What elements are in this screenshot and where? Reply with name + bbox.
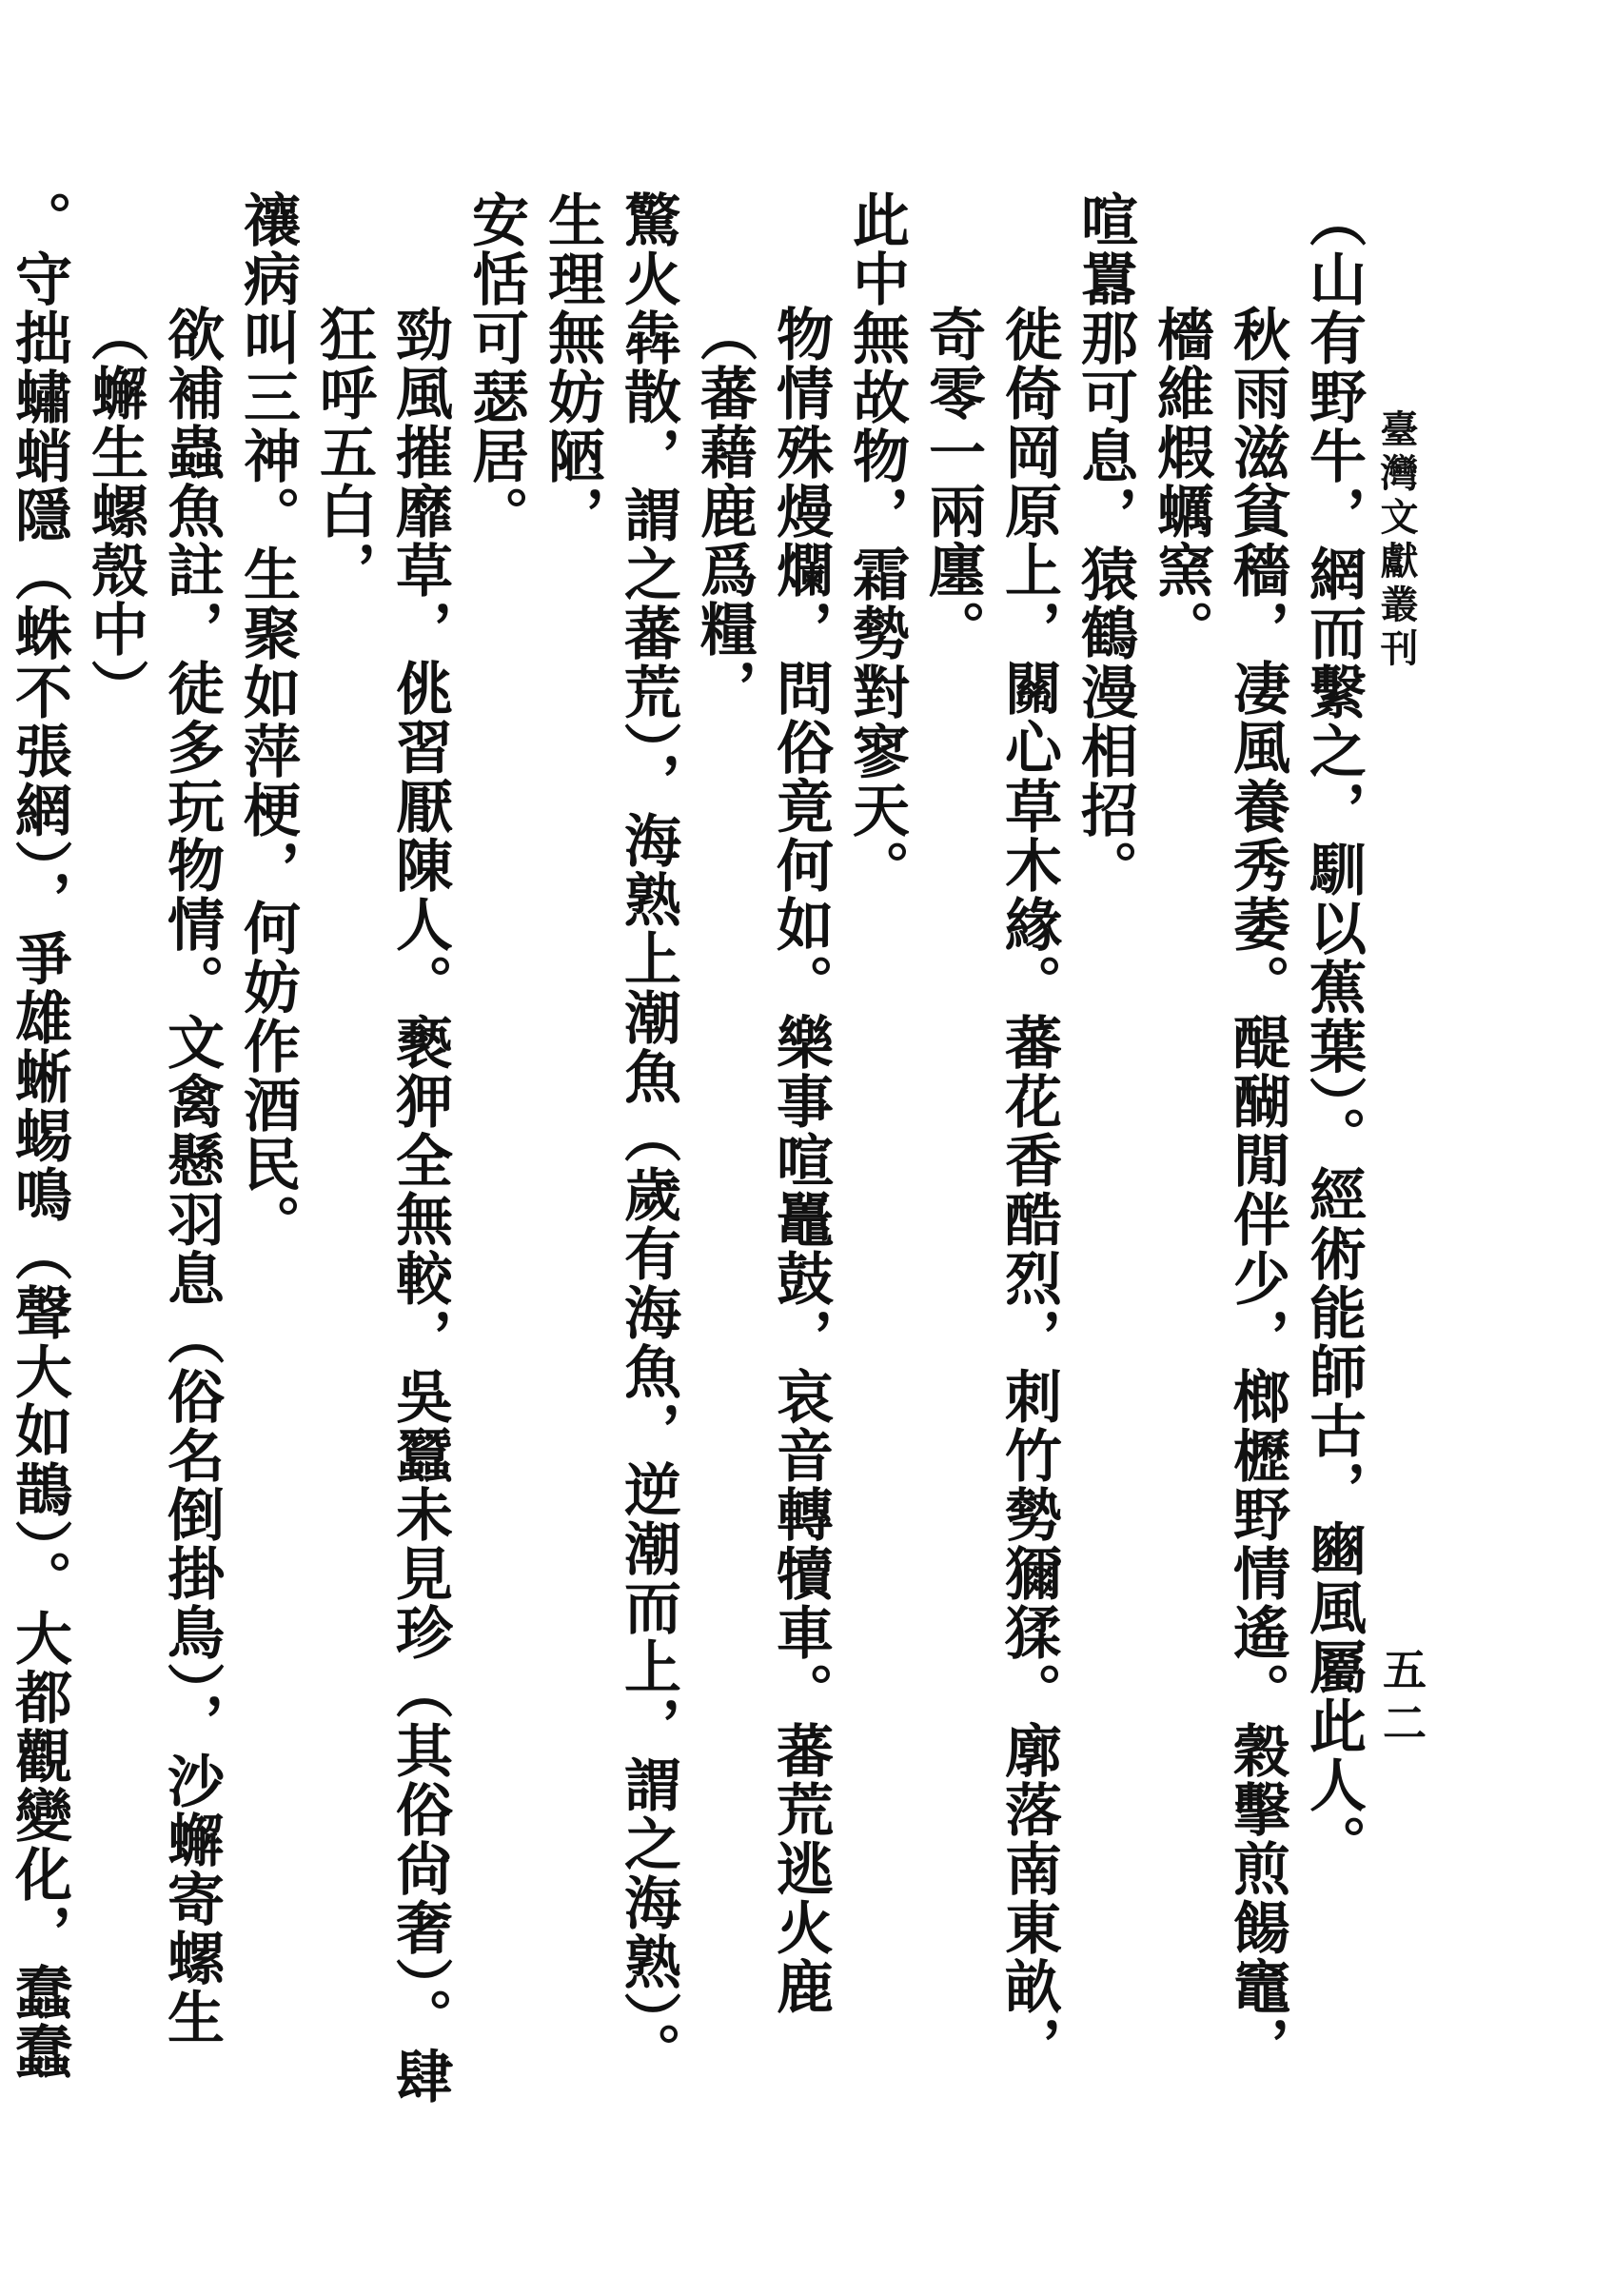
- poem-text-block: [6, 190, 1371, 2113]
- text-line: 秋雨滋貧穡，凄風養秀萎。醍醐閒伴少，榔櫪野情遙。穀擊煎餳竈，檣維煆蠣窯。: [1148, 305, 1290, 2075]
- text-line: 欲補蟲魚註，徒多玩物情。文禽懸羽息（俗名倒掛鳥），沙蠏寄螺生（蠏生螺殼中）: [82, 305, 225, 2047]
- text-line: 喧囂那可息，猿鶴漫相招。: [1072, 190, 1138, 899]
- page-number: 五二: [1376, 1647, 1427, 1753]
- text-line: 驚火犇散，謂之蕃荒），海熟上潮魚（歲有海魚，逆潮而上，謂之海熟）。生理無妨陋，: [539, 190, 681, 2081]
- text-line: 。守拙蟰蛸隱（蛛不張網），爭雄蜥蜴鳴（聲大如鵲）。大都觀變化，蠢蠢: [6, 190, 72, 2081]
- text-line: （山有野牛，網而繫之，馴以蕉葉）。經術能師古，豳風屬此人。: [1300, 190, 1367, 1873]
- text-line: 此中無故物，霜勢對寥天。: [843, 190, 910, 899]
- text-line: 勁風摧靡草，佻習厭陳人。褻狎全無較，吳蠶未見珍（其俗尙奢）。肆狂呼五白，: [310, 305, 453, 2106]
- book-title-header: 臺灣文獻叢刊: [1374, 409, 1419, 672]
- text-line: 安恬可瑟居。: [463, 190, 529, 544]
- text-line: 禳病叫三神。生聚如萍梗，何妨作酒民。: [234, 190, 301, 1253]
- text-line: 徙倚岡原上，關心草木緣。蕃花香酷烈，刺竹勢獮猱。廓落南東畝，奇零一兩廛。: [919, 305, 1062, 2075]
- text-line: 物情殊熳爛，問俗竟何如。樂事喧鼉鼓，哀音轉犢車。蕃荒逃火鹿（蕃藉鹿爲糧，: [691, 305, 834, 2016]
